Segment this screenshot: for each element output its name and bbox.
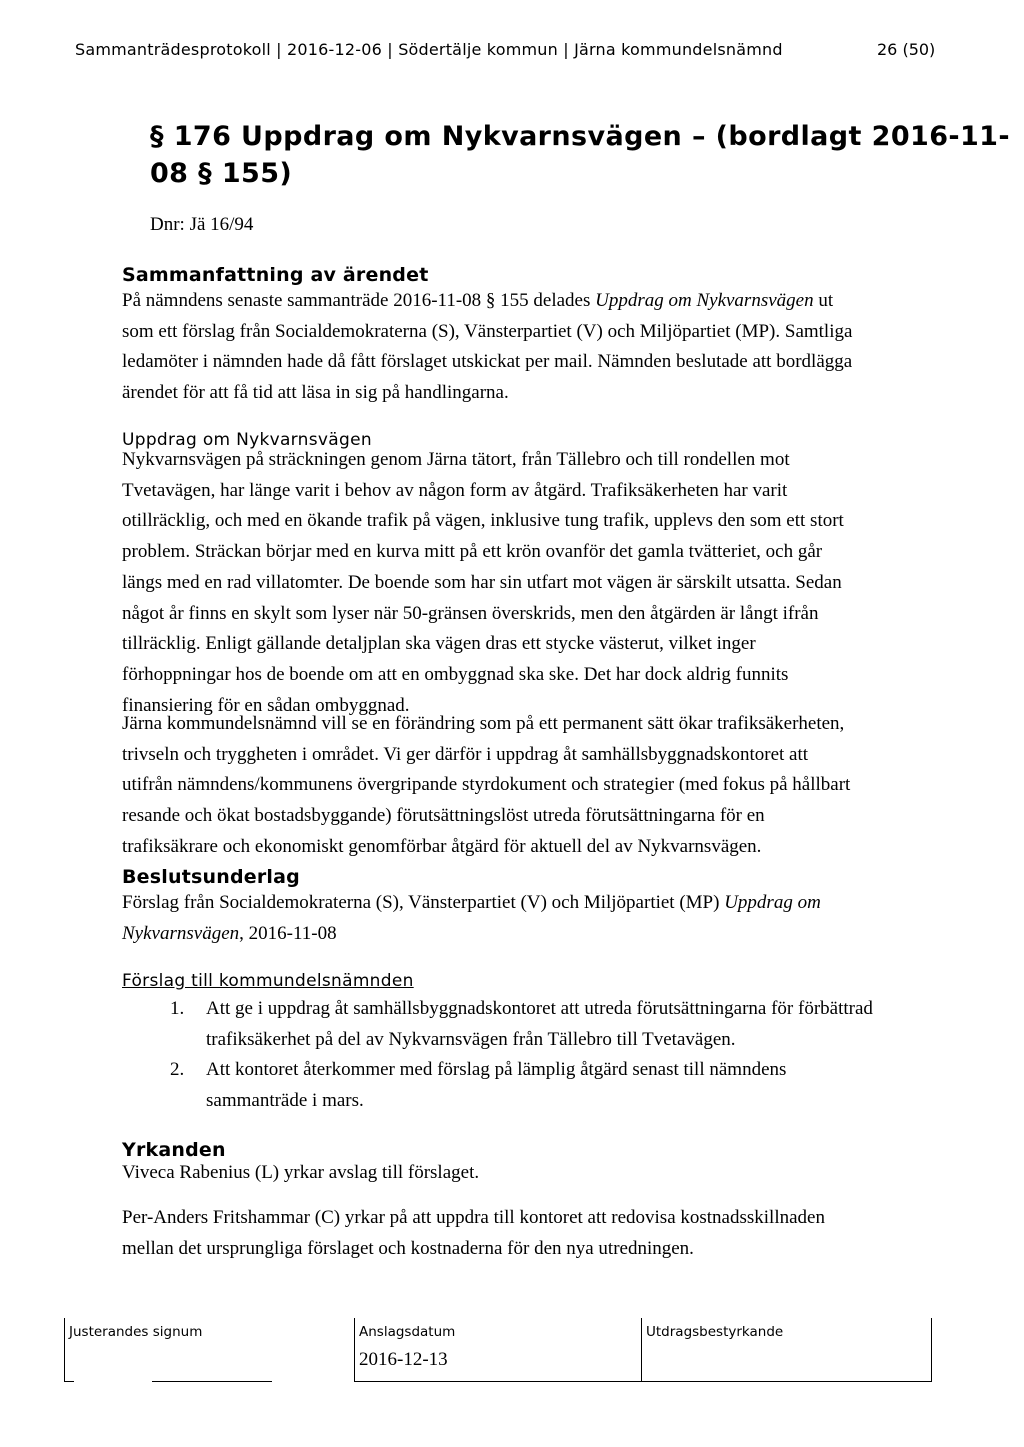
paragraph-line: mellan det ursprungliga förslaget och kostnaderna för den nya utredningen. — [122, 1237, 694, 1259]
footer-rule — [152, 1381, 272, 1382]
summary-line-4: ärendet för att få tid att läsa in sig på handlingarna. — [122, 382, 509, 404]
certification-label: Utdragsbestyrkande — [646, 1324, 784, 1340]
list-item-line: Att kontoret återkommer med förslag på lämplig åtgärd senast till nämndens — [206, 1059, 787, 1080]
summary-paragraph — [122, 286, 937, 409]
basis-date: , 2016-11-08 — [239, 922, 337, 944]
section-title — [150, 118, 1010, 192]
assignment-paragraph-2 — [122, 709, 937, 863]
paragraph-line: något år finns en skylt som lyser när 50-gränsen överskrids, men den åtgärden är långt ifrån — [122, 602, 819, 624]
summary-heading: Sammanfattning av ärendet — [122, 264, 429, 286]
list-item — [122, 1055, 937, 1116]
signature-footer — [64, 1318, 932, 1382]
paragraph-line: trafiksäkrare och ekonomiskt genomförbar åtgärd för aktuell del av Nykvarnsvägen. — [122, 835, 762, 857]
summary-line-3: ledamöter i nämnden hade då fått förslaget utskickat per mail. Nämnden beslutade att bordlägga — [122, 351, 853, 373]
page-number: 26 (50) — [877, 40, 936, 59]
paragraph-line: resande och ökat bostadsbyggande) förutsättningslöst utreda förutsättningarna för en — [122, 805, 765, 827]
summary-line-1 — [122, 286, 937, 317]
document-header: Sammanträdesprotokoll | 2016-12-06 | Södertälje kommun | Järna kommundelsnämnd — [75, 40, 783, 59]
paragraph-line: Nykvarnsvägen på sträckningen genom Järna tätort, från Tällebro och till rondellen mot — [122, 449, 790, 470]
paragraph-line: Viveca Rabenius (L) yrkar avslag till förslaget. — [122, 1162, 480, 1183]
assignment-subheading: Uppdrag om Nykvarnsvägen — [122, 430, 372, 450]
basis-document-title: Nykvarnsvägen — [122, 922, 240, 944]
paragraph-line: tillräcklig. Enligt gällande detaljplan ska vägen dras ett stycke västerut, vilket inger — [122, 633, 756, 655]
section-title-line-1: § 176 Uppdrag om Nykvarnsvägen – (bordlagt 2016-11- — [150, 121, 1010, 152]
basis-line-1 — [122, 888, 937, 919]
list-item-line: Att ge i uppdrag åt samhällsbyggnadskontoret att utreda förutsättningarna för förbättrad — [206, 998, 873, 1019]
summary-text: ut — [813, 290, 834, 311]
signum-cell — [64, 1318, 354, 1382]
proposal-list — [122, 994, 937, 1116]
motion-paragraph-2 — [122, 1203, 937, 1264]
case-number: Dnr: Jä 16/94 — [150, 214, 254, 235]
summary-document-title: Uppdrag om Nykvarnsvägen — [595, 290, 814, 311]
summary-line-2: som ett förslag från Socialdemokraterna (S), Vänsterpartiet (V) och Miljöpartiet (MP). Samtliga — [122, 320, 853, 342]
proposal-subheading-text: Förslag till kommundelsnämnden — [122, 971, 414, 991]
paragraph-line: problem. Sträckan börjar med en kurva mitt på ett krön ovanför det gamla tvätteriet, och går — [122, 541, 823, 563]
paragraph-line: utifrån nämndens/kommunens övergripande styrdokument och strategier (med fokus på hållbart — [122, 774, 851, 796]
basis-document-title: Uppdrag om — [724, 892, 821, 913]
posting-label: Anslagsdatum — [359, 1324, 456, 1340]
proposal-subheading — [122, 971, 414, 991]
paragraph-line: trivseln och tryggheten i området. Vi ger därför i uppdrag åt samhällsbyggnadskontoret att — [122, 743, 809, 765]
list-item-line: sammanträde i mars. — [206, 1089, 364, 1111]
basis-line-2 — [122, 919, 937, 950]
section-title-line-2: 08 § 155) — [150, 158, 293, 189]
paragraph-line: längs med en rad villatomter. De boende som har sin utfart mot vägen är särskilt utsatta. Sedan — [122, 571, 842, 593]
assignment-paragraph-1 — [122, 445, 937, 721]
basis-paragraph — [122, 888, 937, 949]
motions-heading: Yrkanden — [122, 1139, 226, 1161]
basis-text: Förslag från Socialdemokraterna (S), Vänsterpartiet (V) och Miljöpartiet (MP) — [122, 892, 725, 913]
paragraph-line: finansiering för en sådan ombyggnad. — [122, 694, 410, 716]
posting-cell — [354, 1318, 641, 1382]
paragraph-line: otillräcklig, och med en ökande trafik på vägen, inklusive tung trafik, upplevs den som ett stort — [122, 510, 844, 532]
list-item-line: trafiksäkerhet på del av Nykvarnsvägen från Tällebro till Tvetavägen. — [206, 1028, 736, 1050]
signum-label: Justerandes signum — [69, 1324, 203, 1340]
paragraph-line: Järna kommundelsnämnd vill se en förändring som på ett permanent sätt ökar trafiksäkerheten, — [122, 713, 845, 734]
summary-text: På nämndens senaste sammanträde 2016-11-08 § 155 delades — [122, 290, 596, 311]
footer-divider — [931, 1318, 932, 1382]
posting-date: 2016-12-13 — [359, 1349, 448, 1370]
paragraph-line: Tvetavägen, har länge varit i behov av någon form av åtgärd. Trafiksäkerheten har varit — [122, 479, 788, 501]
paragraph-line: Per-Anders Fritshammar (C) yrkar på att uppdra till kontoret att redovisa kostnadsskillnaden — [122, 1207, 825, 1228]
basis-heading: Beslutsunderlag — [122, 866, 300, 888]
motion-paragraph-1 — [122, 1158, 937, 1189]
list-number: 2. — [170, 1059, 185, 1080]
list-number: 1. — [170, 998, 185, 1019]
certification-cell — [641, 1318, 931, 1382]
list-item — [122, 994, 937, 1055]
paragraph-line: förhoppningar hos de boende om att en ombyggnad ska ske. Det har dock aldrig funnits — [122, 663, 789, 685]
